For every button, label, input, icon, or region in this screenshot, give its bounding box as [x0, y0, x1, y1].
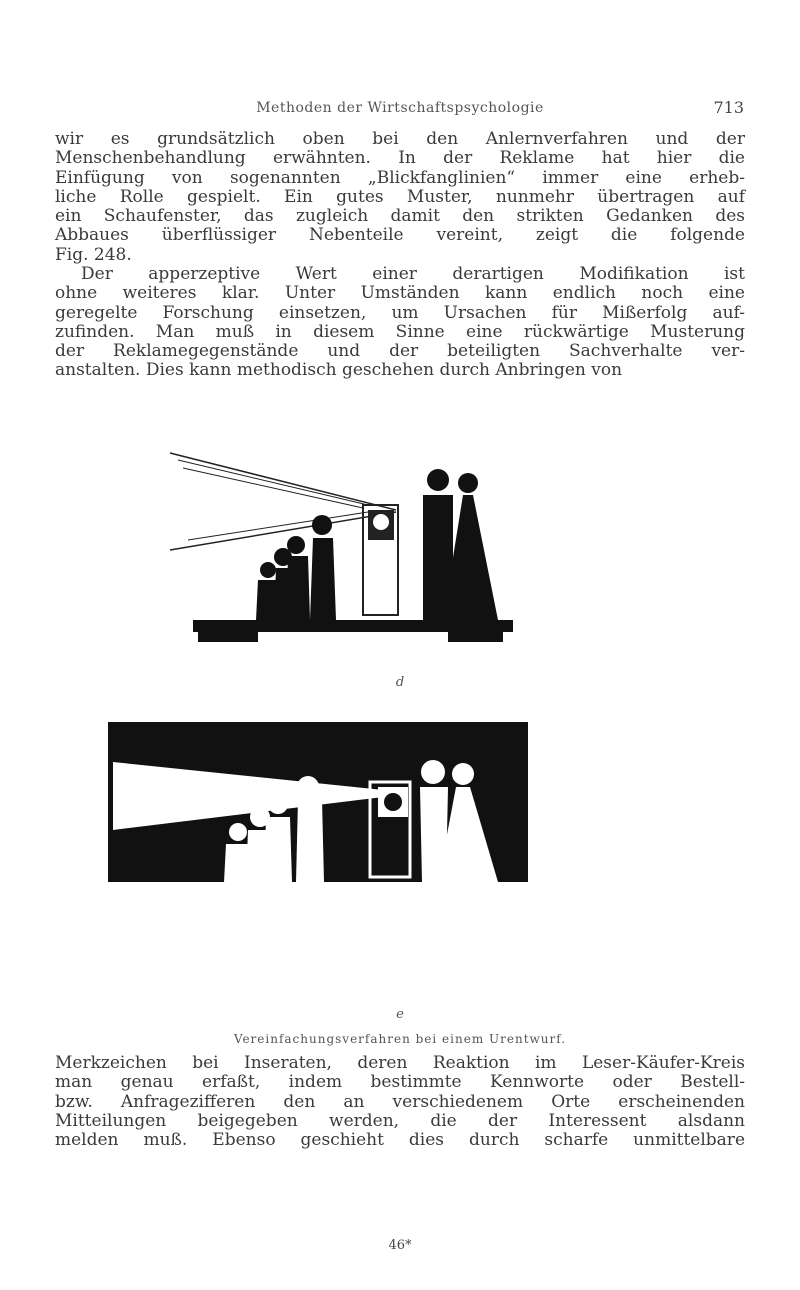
- text-line: der Reklamegegenstände und der beteiligten Sachverhalte ver-: [55, 341, 745, 362]
- text-line: bzw. Anfragezifferen den an verschiedenem Orte erscheinenden: [55, 1091, 745, 1112]
- paragraph-2: [55, 265, 745, 381]
- signature-mark: 46*: [388, 1238, 412, 1253]
- page-number: 713: [713, 98, 744, 117]
- text-line: man genau erfaßt, indem bestimmte Kennworte oder Bestell-: [55, 1072, 745, 1093]
- text-line: zufinden. Man muß in diesem Sinne eine rückwärtige Musterung: [55, 321, 745, 342]
- paragraph-1: [55, 130, 745, 265]
- figure-label-e: e: [396, 1007, 404, 1022]
- text-line: Mitteilungen beigegeben werden, die der Interessent alsdann: [55, 1110, 745, 1131]
- text-line: Der apperzeptive Wert einer derartigen Modifikation ist: [81, 264, 745, 284]
- figure-label-d: d: [395, 675, 405, 690]
- text-line: Fig. 248.: [55, 244, 132, 265]
- figure-caption: Vereinfachungsverfahren bei einem Urentwurf.: [233, 1032, 567, 1046]
- text-line: Merkzeichen bei Inseraten, deren Reaktion im Leser-Käufer-Kreis: [55, 1053, 745, 1073]
- figure-d-illustration: [168, 450, 528, 660]
- text-line: wir es grundsätzlich oben bei den Anlernverfahren und der: [55, 129, 745, 149]
- text-line: ohne weiteres klar. Unter Umständen kann endlich noch eine: [55, 283, 745, 304]
- text-line: Menschenbehandlung erwähnten. In der Reklame hat hier die: [55, 148, 745, 169]
- figure-e-illustration: [108, 722, 528, 882]
- text-line: melden muß. Ebenso geschieht dies durch scharfe unmittelbare: [55, 1130, 745, 1151]
- text-line: geregelte Forschung einsetzen, um Ursachen für Mißerfolg auf-: [55, 302, 745, 323]
- text-line: liche Rolle gespielt. Ein gutes Muster, nunmehr übertragen auf: [55, 186, 745, 207]
- paragraph-3: [55, 1054, 745, 1150]
- text-line: anstalten. Dies kann methodisch geschehen durch Anbringen von: [55, 360, 623, 381]
- text-line: Einfügung von sogenannten „Blickfanglinien“ immer eine erheb-: [55, 167, 745, 188]
- text-line: ein Schaufenster, das zugleich damit den strikten Gedanken des: [55, 206, 745, 227]
- text-line: Abbaues überflüssiger Nebenteile vereint, zeigt die folgende: [55, 225, 745, 246]
- running-title: Methoden der Wirtschaftspsychologie: [256, 100, 544, 116]
- page-header: [0, 100, 800, 120]
